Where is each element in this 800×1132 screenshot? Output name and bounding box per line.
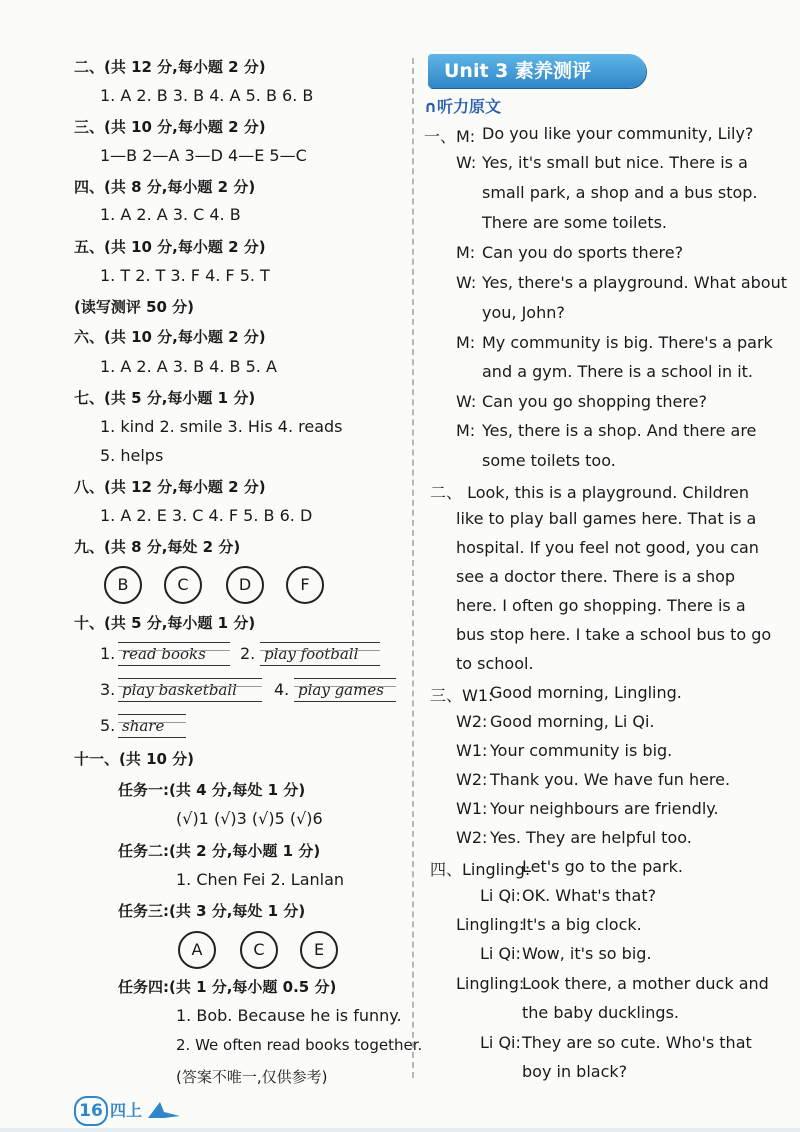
dialogue-label: W:	[456, 153, 477, 172]
dialogue-text: Let's go to the park.	[522, 857, 683, 876]
grade-label: 四上	[110, 1101, 143, 1120]
section-7-title: 七、(共 5 分,每小题 1 分)	[74, 389, 256, 407]
task-4-answer-2: 2. We often read books together.	[176, 1036, 423, 1054]
task-1-title: 任务一:(共 4 分,每处 1 分)	[118, 781, 306, 799]
dialogue-text: Look there, a mother duck and	[522, 974, 769, 993]
headphones-icon: ∩	[424, 97, 437, 116]
section-5-title: 五、(共 10 分,每小题 2 分)	[74, 238, 266, 256]
handwriting-answer-1: read books	[118, 642, 230, 666]
section-4-title: 四、(共 8 分,每小题 2 分)	[74, 178, 256, 196]
handwriting-answer-5: share	[118, 714, 186, 738]
passage-line: like to play ball games here. That is a	[456, 509, 757, 528]
dialogue-label: Li Qi:	[480, 944, 521, 963]
column-divider	[412, 58, 414, 1078]
passage-line: hospital. If you feel not good, you can	[456, 538, 759, 557]
dialogue-label: Lingling:	[456, 974, 525, 993]
dialogue-text: They are so cute. Who's that	[522, 1033, 752, 1052]
task-3-title: 任务三:(共 3 分,每处 1 分)	[118, 902, 306, 920]
section-9-title: 九、(共 8 分,每处 2 分)	[74, 538, 241, 556]
answer-circle-a: A	[178, 931, 216, 969]
section-7-answers-line1: 1. kind 2. smile 3. His 4. reads	[100, 417, 343, 436]
item-number: 4.	[274, 680, 290, 699]
section-10-title: 十、(共 5 分,每小题 1 分)	[74, 614, 256, 632]
dialogue-label: W1:	[456, 741, 488, 760]
task-4-title: 任务四:(共 1 分,每小题 0.5 分)	[118, 978, 337, 996]
task-2-title: 任务二:(共 2 分,每小题 1 分)	[118, 842, 321, 860]
dialogue-text: OK. What's that?	[522, 886, 657, 905]
dialogue-text: boy in black?	[522, 1062, 628, 1081]
section-5-answers: 1. T 2. T 3. F 4. F 5. T	[100, 266, 270, 285]
dialogue-text: My community is big. There's a park	[482, 333, 773, 352]
bird-logo-icon	[146, 1098, 182, 1122]
dialogue-label: 一、M:	[424, 127, 476, 146]
section-4-answers: 1. A 2. A 3. C 4. B	[100, 205, 241, 224]
answer-circle-e: E	[300, 931, 338, 969]
dialogue-text: There are some toilets.	[482, 213, 668, 232]
item-number: 3.	[100, 680, 116, 699]
passage-line: to school.	[456, 654, 534, 673]
dialogue-text: small park, a shop and a bus stop.	[482, 183, 758, 202]
passage-line: 二、 Look, this is a playground. Children	[430, 483, 750, 502]
answer-circle-c: C	[164, 566, 202, 604]
dialogue-label: W1:	[456, 799, 488, 818]
dialogue-text: Good morning, Li Qi.	[490, 712, 655, 731]
handwriting-answer-4: play games	[294, 678, 396, 702]
section-3-title: 三、(共 10 分,每小题 2 分)	[74, 118, 266, 136]
page-number: 16	[74, 1096, 108, 1126]
listening-title: 听力原文	[437, 97, 502, 116]
section-3-answers: 1—B 2—A 3—D 4—E 5—C	[100, 146, 307, 165]
dialogue-label: W:	[456, 273, 477, 292]
dialogue-label: 四、Lingling:	[430, 860, 531, 879]
dialogue-text: Can you do sports there?	[482, 243, 684, 262]
dialogue-label: W2:	[456, 828, 488, 847]
dialogue-text: some toilets too.	[482, 451, 616, 470]
dialogue-text: Do you like your community, Lily?	[482, 124, 754, 143]
page-bottom-edge	[0, 1128, 800, 1132]
dialogue-text: Thank you. We have fun here.	[490, 770, 731, 789]
item-number: 1.	[100, 644, 116, 663]
task-4-answer-1: 1. Bob. Because he is funny.	[176, 1006, 402, 1025]
dialogue-text: the baby ducklings.	[522, 1003, 679, 1022]
dialogue-text: It's a big clock.	[522, 915, 642, 934]
dialogue-text: you, John?	[482, 303, 565, 322]
unit-banner: Unit 3 素养测评	[428, 54, 646, 88]
dialogue-text: Yes, there's a playground. What about	[482, 273, 787, 292]
passage-line: bus stop here. I take a school bus to go	[456, 625, 772, 644]
dialogue-text: Your community is big.	[490, 741, 673, 760]
dialogue-text: Wow, it's so big.	[522, 944, 652, 963]
answer-circle-f: F	[286, 566, 324, 604]
handwriting-answer-3: play basketball	[118, 678, 262, 702]
dialogue-label: M:	[456, 243, 476, 262]
task-2-answers: 1. Chen Fei 2. Lanlan	[176, 870, 345, 889]
dialogue-label: W:	[456, 392, 477, 411]
dialogue-label: M:	[456, 333, 476, 352]
section-2-title: 二、(共 12 分,每小题 2 分)	[74, 58, 266, 76]
item-number: 5.	[100, 716, 116, 735]
dialogue-label: M:	[456, 421, 476, 440]
section-6-title: 六、(共 10 分,每小题 2 分)	[74, 328, 266, 346]
reading-writing-heading: (读写测评 50 分)	[74, 298, 195, 316]
dialogue-label: Lingling:	[456, 915, 525, 934]
answer-note: (答案不唯一,仅供参考)	[176, 1068, 328, 1086]
section-2-answers: 1. A 2. B 3. B 4. A 5. B 6. B	[100, 86, 314, 105]
dialogue-text: Yes, it's small but nice. There is a	[482, 153, 748, 172]
dialogue-label: 三、W1:	[430, 686, 494, 705]
answer-circle-c: C	[240, 931, 278, 969]
answer-circle-b: B	[104, 566, 142, 604]
answer-circle-d: D	[226, 566, 264, 604]
dialogue-label: W2:	[456, 770, 488, 789]
dialogue-label: W2:	[456, 712, 488, 731]
dialogue-text: Can you go shopping there?	[482, 392, 707, 411]
dialogue-label: Li Qi:	[480, 886, 521, 905]
handwriting-answer-2: play football	[260, 642, 380, 666]
dialogue-label: Li Qi:	[480, 1033, 521, 1052]
section-8-title: 八、(共 12 分,每小题 2 分)	[74, 478, 266, 496]
dialogue-text: Good morning, Lingling.	[490, 683, 682, 702]
listening-heading	[424, 94, 501, 117]
item-number: 2.	[240, 644, 256, 663]
passage-line: see a doctor there. There is a shop	[456, 567, 736, 586]
dialogue-text: Yes, there is a shop. And there are	[482, 421, 757, 440]
dialogue-text: and a gym. There is a school in it.	[482, 362, 753, 381]
dialogue-text: Yes. They are helpful too.	[490, 828, 692, 847]
task-1-answers: (√)1 (√)3 (√)5 (√)6	[176, 809, 323, 828]
section-7-answers-line2: 5. helps	[100, 446, 164, 465]
section-11-title: 十一、(共 10 分)	[74, 750, 195, 768]
section-8-answers: 1. A 2. E 3. C 4. F 5. B 6. D	[100, 506, 313, 525]
dialogue-text: Your neighbours are friendly.	[490, 799, 719, 818]
section-6-answers: 1. A 2. A 3. B 4. B 5. A	[100, 357, 277, 376]
passage-line: here. I often go shopping. There is a	[456, 596, 746, 615]
